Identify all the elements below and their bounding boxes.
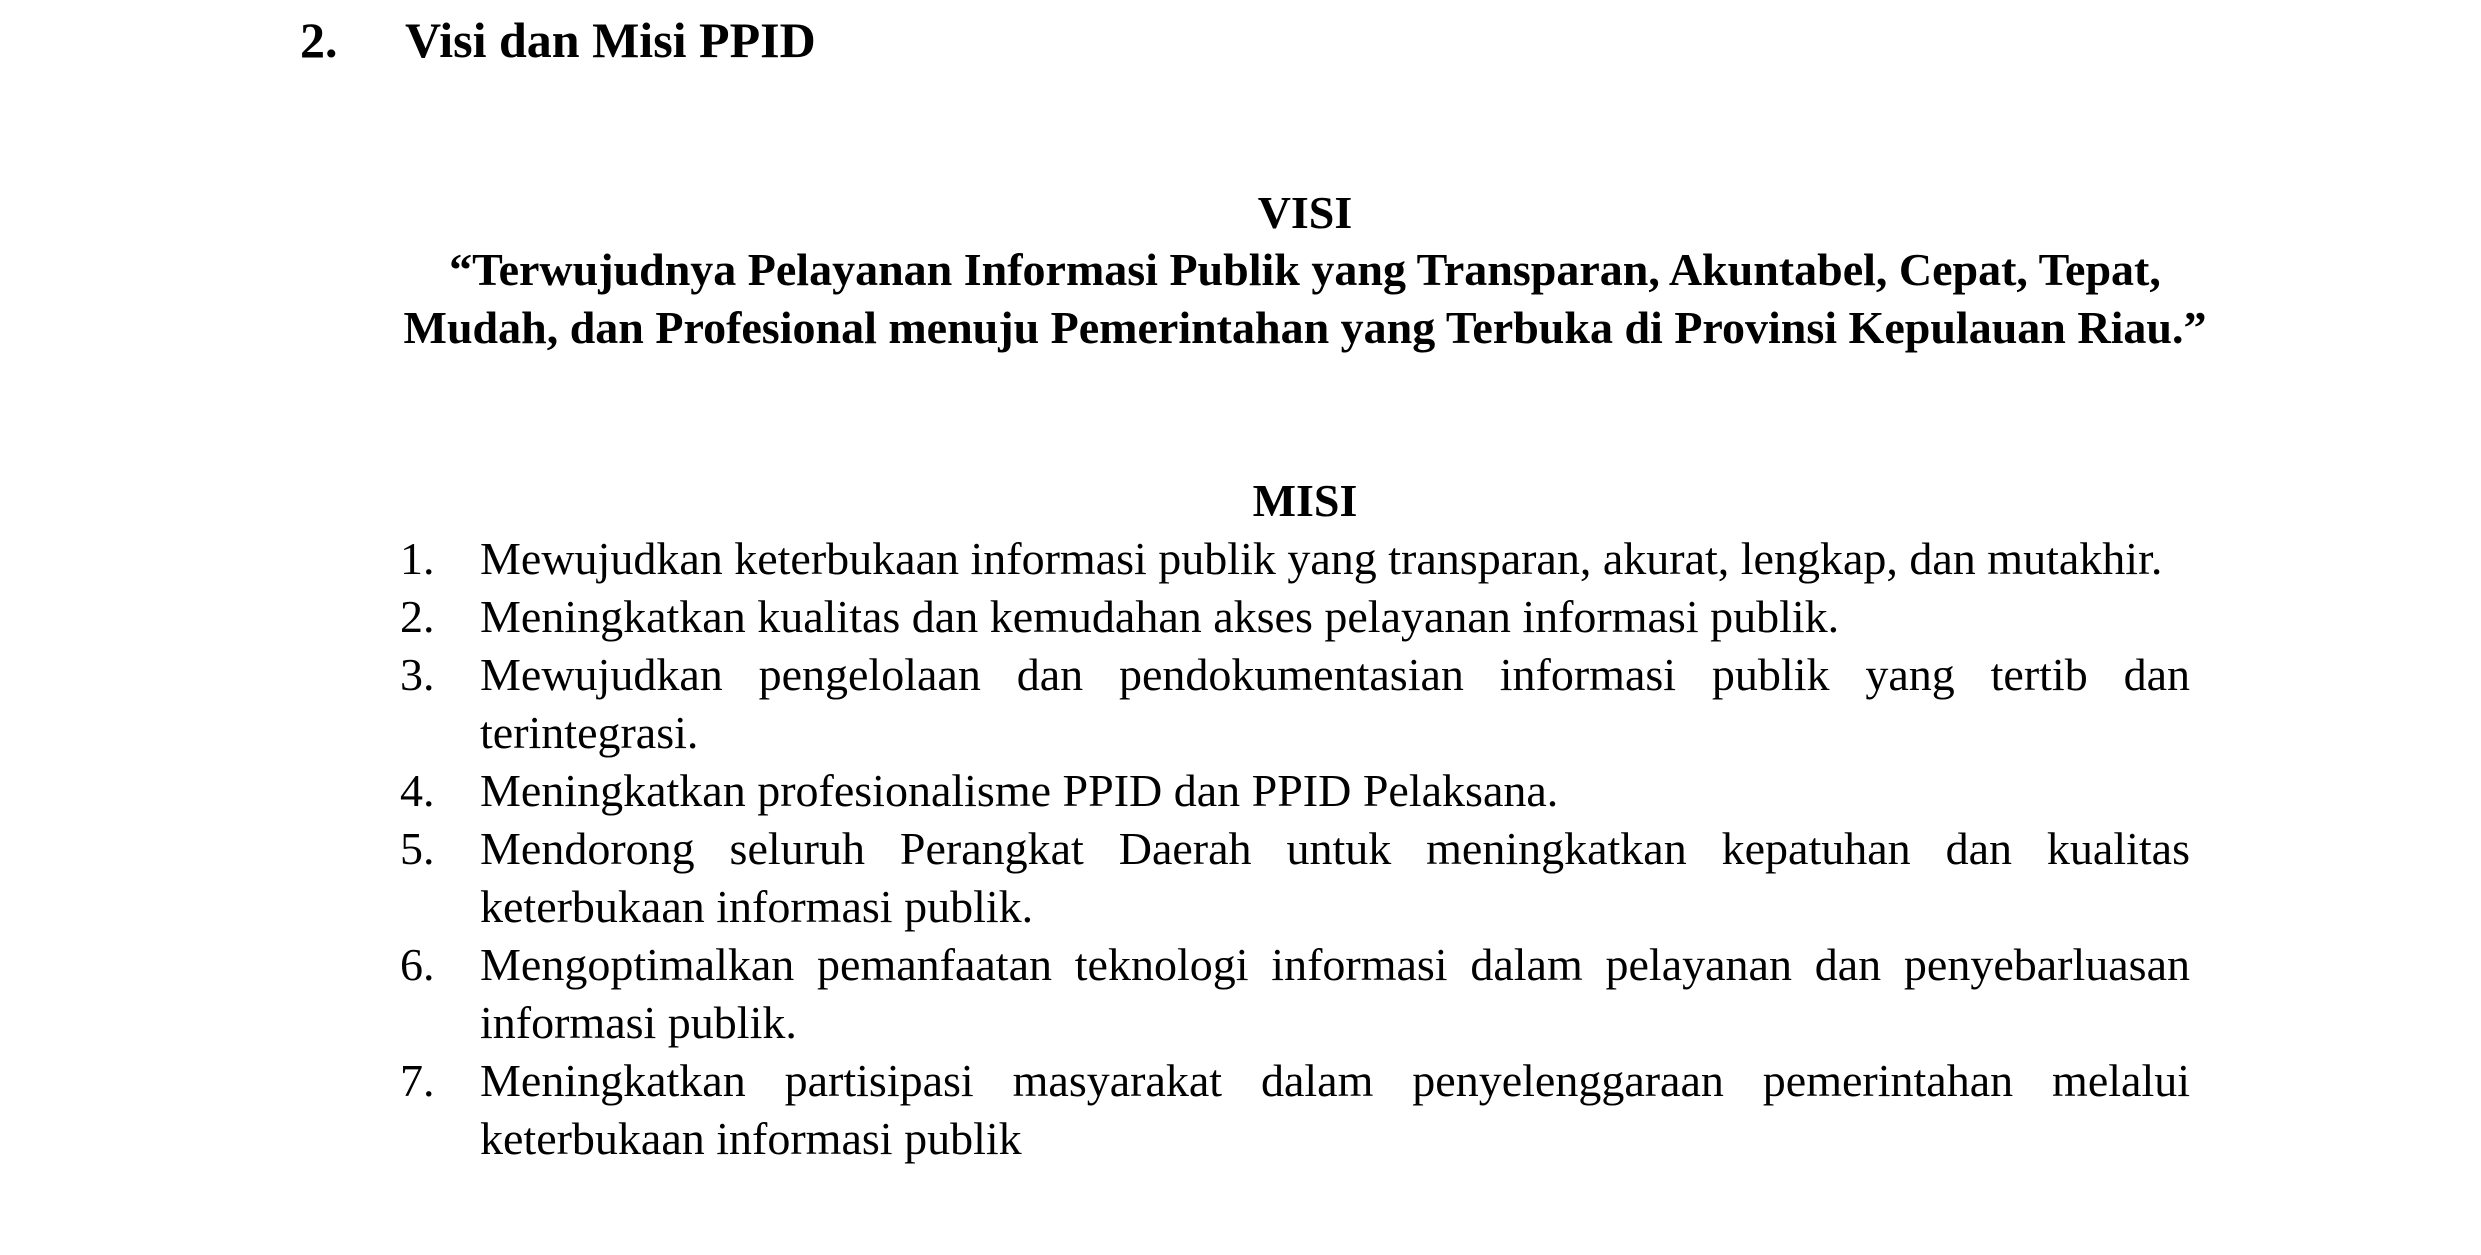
misi-item-number: 3.: [400, 649, 435, 700]
section-title: Visi dan Misi PPID: [405, 12, 816, 68]
misi-item-number: 7.: [400, 1055, 435, 1106]
misi-item-3: [400, 646, 2190, 762]
misi-item-number: 4.: [400, 765, 435, 816]
section-number: 2.: [300, 12, 338, 68]
misi-item-7: [400, 1052, 2190, 1168]
misi-list: [400, 530, 2190, 1168]
misi-item-number: 5.: [400, 823, 435, 874]
misi-item-text: Mendorong seluruh Perangkat Daerah untuk meningkatkan kepatuhan dan kualitas keterbukaan informasi publik.: [480, 823, 2190, 932]
section-heading: [300, 8, 816, 72]
misi-item-number: 2.: [400, 591, 435, 642]
misi-item-text: Meningkatkan kualitas dan kemudahan akses pelayanan informasi publik.: [480, 591, 1840, 642]
misi-item-number: 6.: [400, 939, 435, 990]
visi-statement: “Terwujudnya Pelayanan Informasi Publik yang Transparan, Akuntabel, Cepat, Tepat, Mudah, dan Profesional menuju Pemerintahan yang Terbuka di Provinsi Kepulauan Riau.”: [403, 244, 2207, 353]
misi-item-2: [400, 588, 2190, 646]
misi-item-4: [400, 762, 2190, 820]
misi-item-number: 1.: [400, 533, 435, 584]
misi-item-text: Mewujudkan keterbukaan informasi publik yang transparan, akurat, lengkap, dan mutakhir.: [480, 533, 2163, 584]
misi-heading: MISI: [1252, 475, 1358, 526]
misi-item-5: [400, 820, 2190, 936]
misi-item-text: Mengoptimalkan pemanfaatan teknologi informasi dalam pelayanan dan penyebarluasan informasi publik.: [480, 939, 2190, 1048]
misi-item-1: [400, 530, 2190, 588]
misi-item-text: Meningkatkan profesionalisme PPID dan PPID Pelaksana.: [480, 765, 1559, 816]
visi-heading: VISI: [1257, 187, 1353, 238]
misi-item-text: Mewujudkan pengelolaan dan pendokumentasian informasi publik yang tertib dan terintegrasi.: [480, 649, 2190, 758]
misi-item-text: Meningkatkan partisipasi masyarakat dalam penyelenggaraan pemerintahan melalui keterbukaan informasi publik: [480, 1055, 2190, 1164]
misi-item-6: [400, 936, 2190, 1052]
